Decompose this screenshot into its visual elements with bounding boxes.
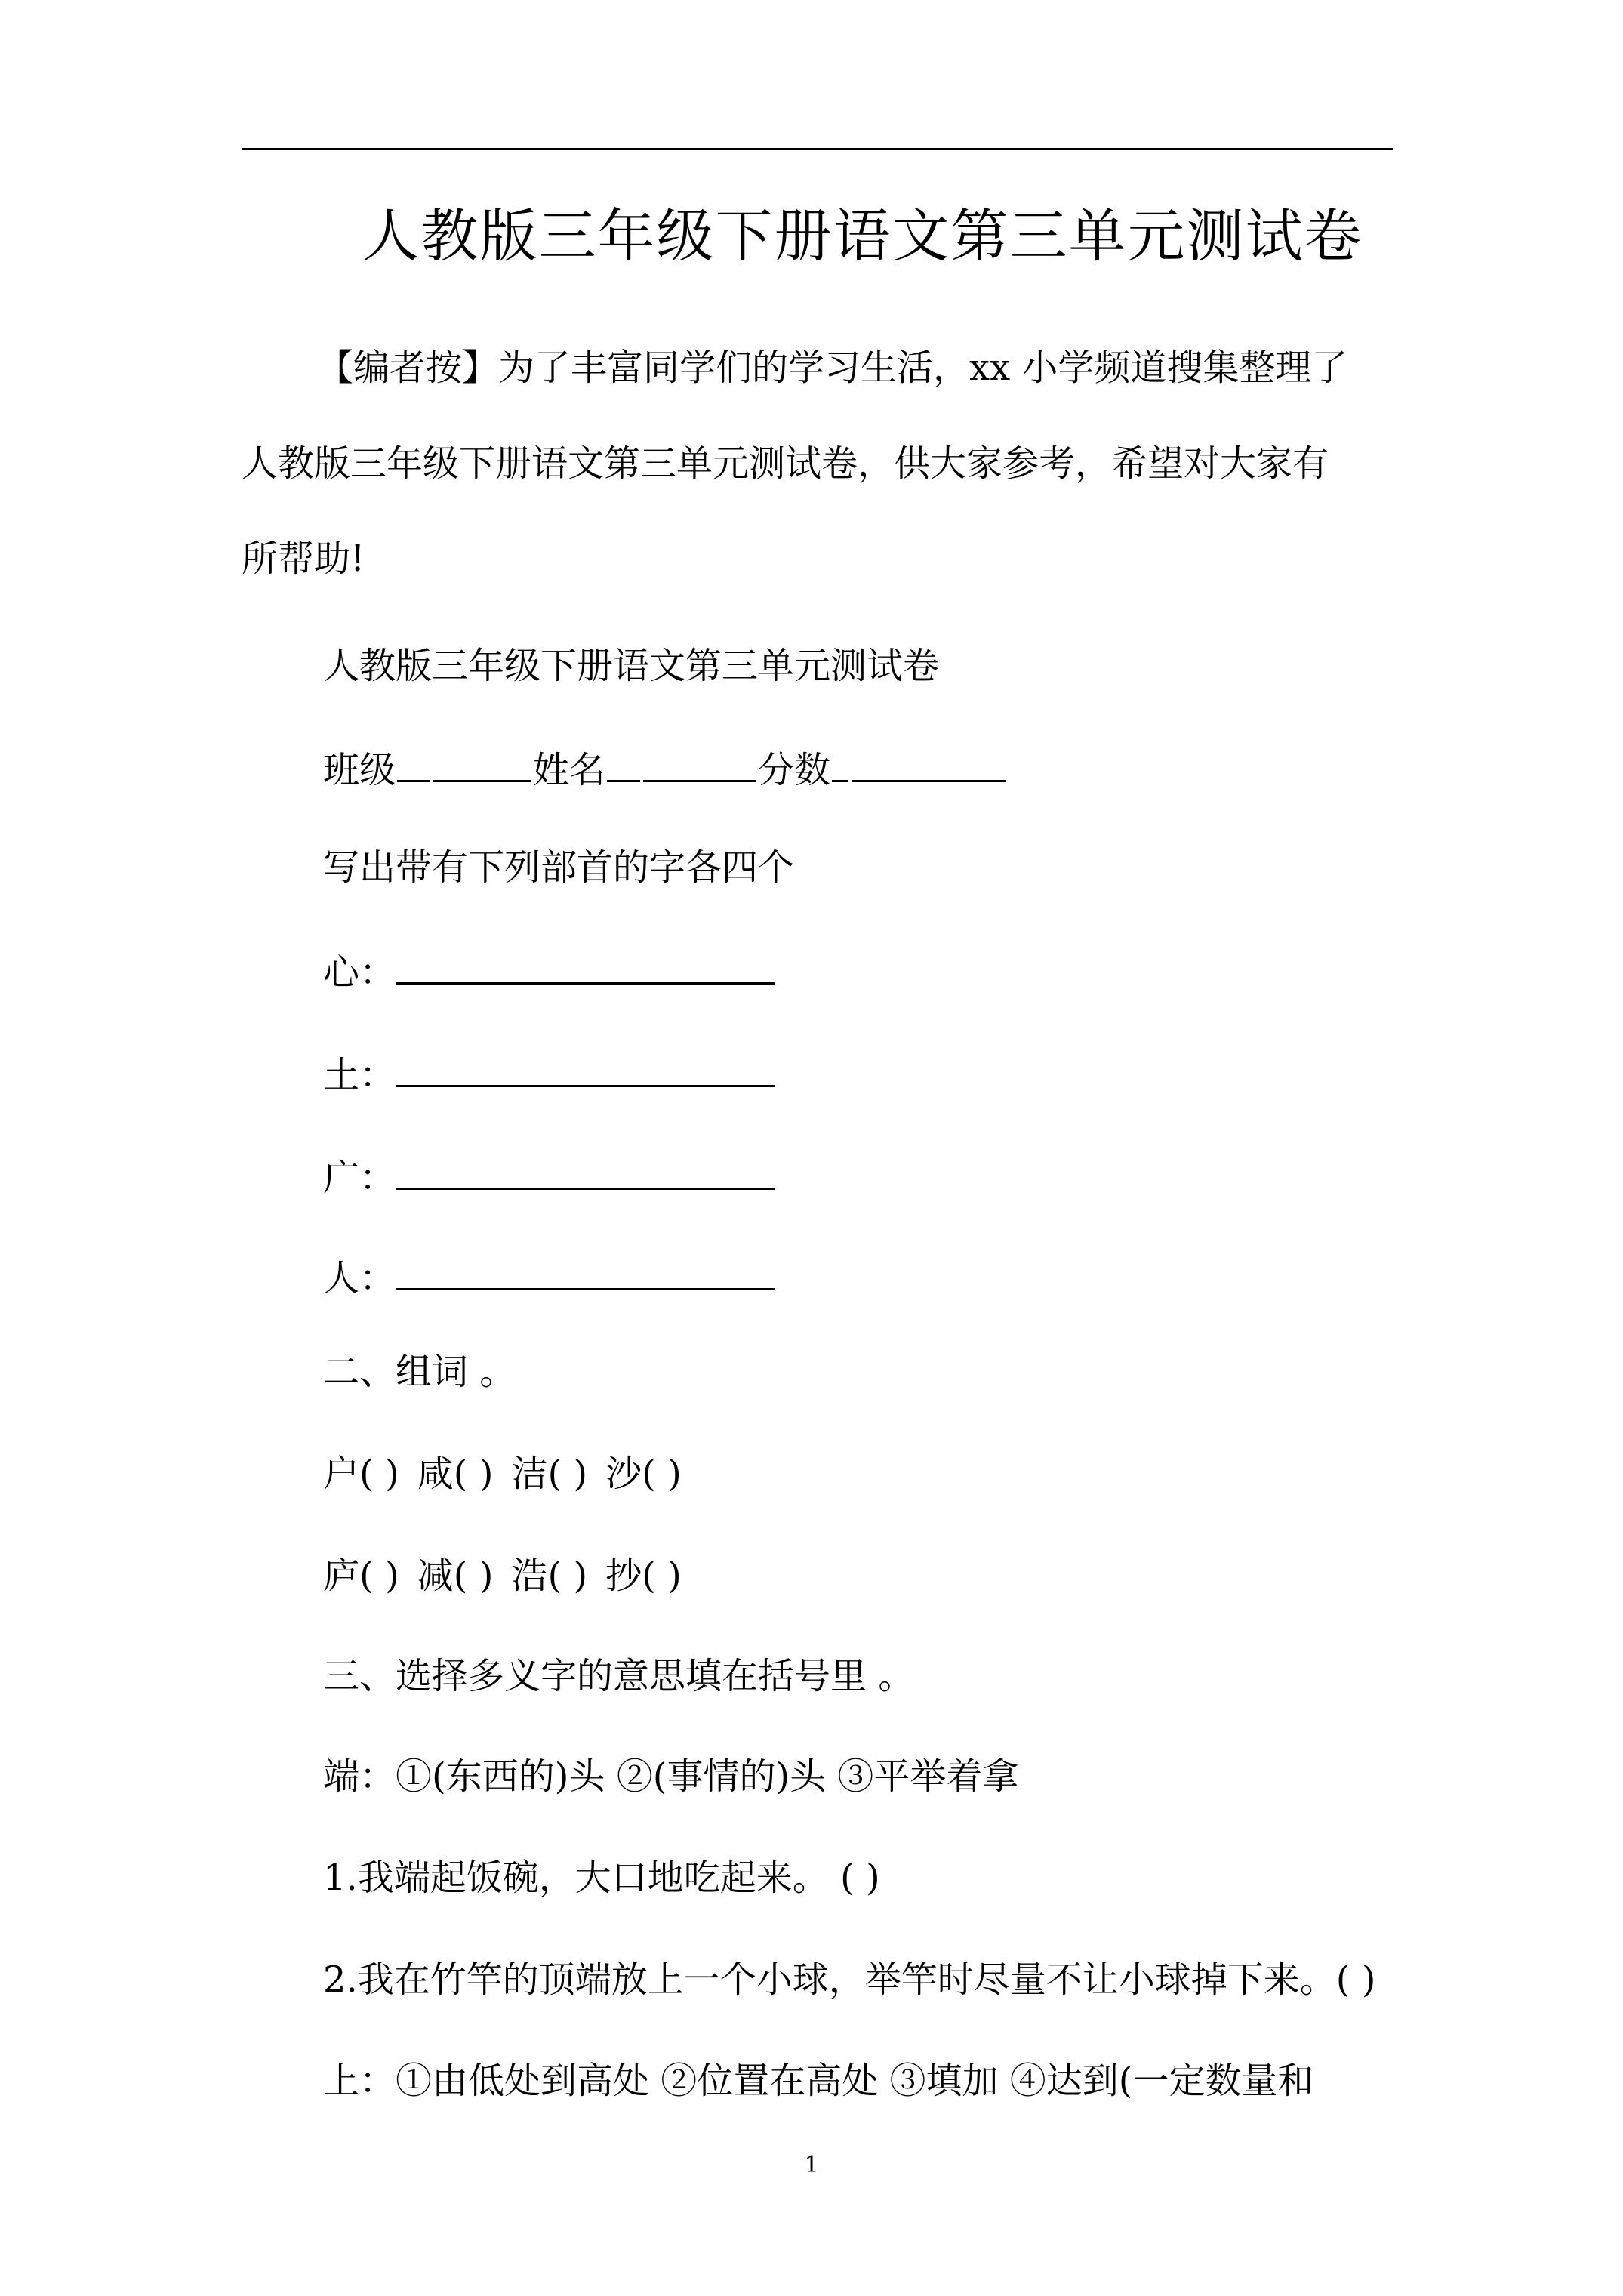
word-item: 减( ) [417, 1555, 494, 1597]
subtitle: 人教版三年级下册语文第三单元测试卷 [323, 645, 940, 687]
word-item: 庐( ) [323, 1555, 399, 1597]
radical-answer-blank[interactable] [396, 952, 775, 985]
score-blank-b[interactable] [852, 751, 1006, 782]
radical-label: 人： [323, 1257, 396, 1299]
class-blank-b[interactable] [433, 751, 531, 782]
radical-row-ren [323, 1257, 775, 1299]
class-blank-a[interactable] [397, 751, 430, 782]
page-title: 人教版三年级下册语文第三单元测试卷 [362, 202, 1363, 270]
intro-line-3: 所帮助! [242, 538, 365, 580]
name-blank-b[interactable] [643, 751, 756, 782]
question-2: 2.我在竹竿的顶端放上一个小球，举竿时尽量不让小球掉下来。( ) [323, 1959, 1376, 2001]
section3-heading: 三、选择多义字的意思填在括号里 。 [323, 1655, 915, 1697]
class-label: 班级 [323, 749, 396, 791]
header-fields [323, 749, 1008, 791]
word-item: 咸( ) [417, 1453, 494, 1495]
radical-label: 广： [323, 1157, 396, 1199]
radical-row-xin [323, 951, 775, 994]
radical-answer-blank[interactable] [396, 1055, 775, 1087]
score-blank-a[interactable] [832, 751, 848, 782]
shang-meanings: 上：①由低处到高处 ②位置在高处 ③填加 ④达到(一定数量和 [323, 2060, 1314, 2102]
name-label: 姓名 [533, 749, 606, 791]
word-row-2 [323, 1555, 682, 1597]
intro-line-2: 人教版三年级下册语文第三单元测试卷，供大家参考，希望对大家有 [242, 442, 1329, 485]
radical-answer-blank[interactable] [396, 1258, 775, 1290]
duan-meanings: 端：①(东西的)头 ②(事情的)头 ③平举着拿 [323, 1755, 1019, 1798]
page-number: 1 [804, 2152, 819, 2178]
radical-row-tu [323, 1054, 775, 1096]
score-label: 分数 [758, 749, 831, 791]
radical-row-guang [323, 1157, 775, 1199]
header-rule [242, 148, 1393, 150]
word-item: 沙( ) [605, 1453, 682, 1495]
name-blank-a[interactable] [607, 751, 640, 782]
section2-heading: 二、组词 。 [323, 1351, 516, 1393]
radical-label: 土： [323, 1054, 396, 1096]
section1-heading: 写出带有下列部首的字各四个 [323, 846, 795, 889]
word-item: 抄( ) [605, 1555, 682, 1597]
word-item: 洁( ) [511, 1453, 588, 1495]
radical-label: 心： [323, 951, 396, 994]
word-row-1 [323, 1453, 682, 1495]
question-1: 1.我端起饭碗，大口地吃起来。 ( ) [323, 1857, 880, 1899]
intro-line-1: 【编者按】为了丰富同学们的学习生活，xx 小学频道搜集整理了 [317, 347, 1348, 389]
word-item: 浩( ) [511, 1555, 588, 1597]
radical-answer-blank[interactable] [396, 1157, 775, 1190]
word-item: 户( ) [323, 1453, 399, 1495]
